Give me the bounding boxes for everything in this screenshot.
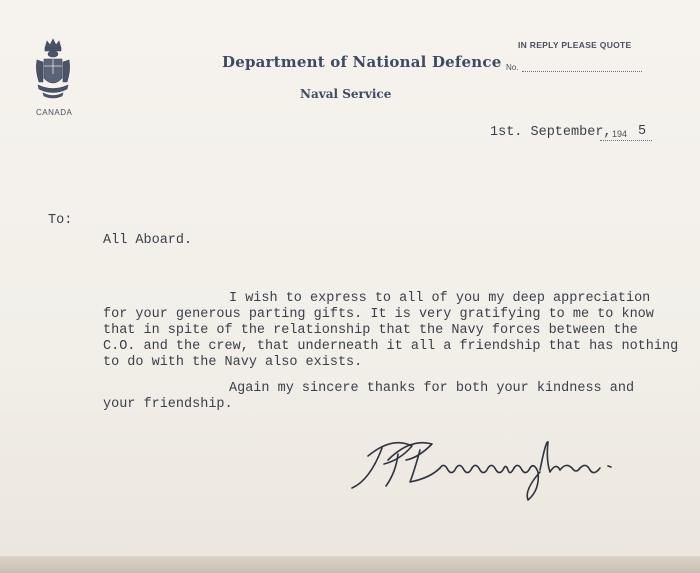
year-prefix: 194 [612, 129, 628, 139]
handwritten-signature [340, 420, 640, 520]
body-line: to do with the Navy also exists. [103, 355, 363, 370]
body-line: that in spite of the relationship that the Navy forces between the [103, 323, 638, 338]
to-label: To: [48, 213, 73, 228]
body-line: Again my sincere thanks for both your kindness and [229, 381, 635, 396]
reference-label: No. [506, 63, 519, 72]
paper-edge [0, 556, 700, 573]
reply-notice: IN REPLY PLEASE QUOTE [518, 40, 632, 50]
date-field-line [600, 140, 652, 141]
recipient: All Aboard. [103, 233, 193, 248]
service-subtitle: Naval Service [300, 87, 392, 101]
reference-field-line [522, 71, 642, 72]
year-digit: 5 [638, 124, 647, 139]
body-line: C.O. and the crew, that underneath it all a friendship that has nothing [103, 339, 679, 354]
coat-of-arms-icon [33, 38, 73, 106]
body-line: your friendship. [103, 397, 233, 412]
country-label: CANADA [36, 108, 73, 117]
department-title: Department of National Defence [222, 53, 502, 71]
body-line: for your generous parting gifts. It is very gratifying to me to know [103, 307, 654, 322]
letter-date: 1st. September, [490, 125, 612, 140]
body-line: I wish to express to all of you my deep appreciation [229, 291, 651, 306]
